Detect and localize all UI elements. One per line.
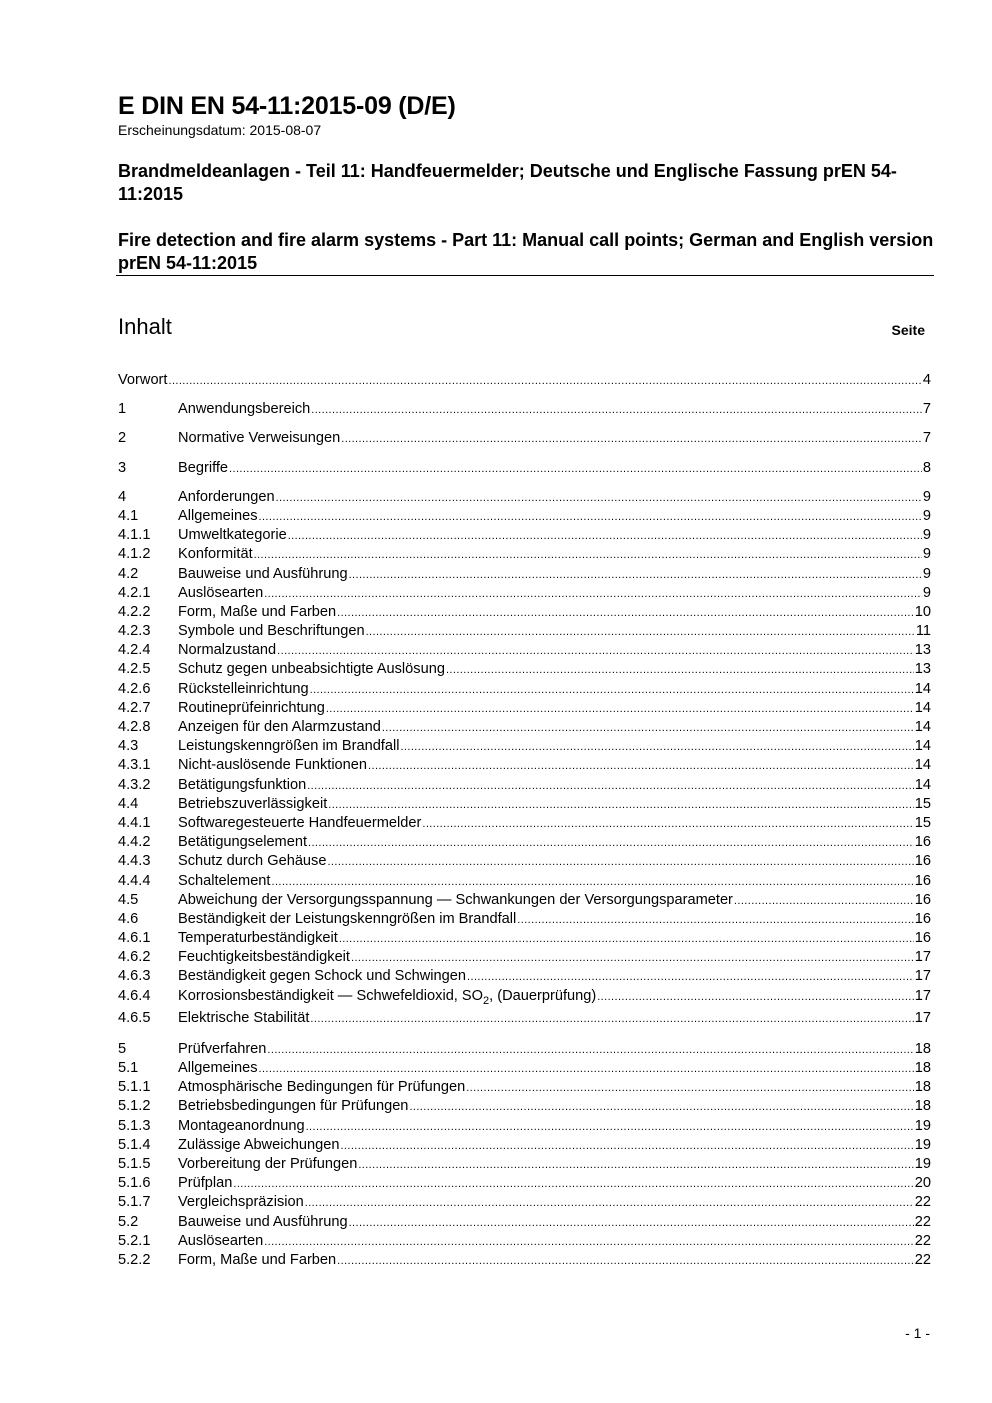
toc-entry-label: Routineprüfeinrichtung: [178, 699, 325, 716]
toc-leader-dots: [349, 1214, 914, 1232]
toc-entry-number: 3: [118, 459, 127, 476]
toc-entry-label: Prüfverfahren: [178, 1040, 267, 1057]
toc-leader-dots: [168, 372, 921, 390]
toc-entry-label: Allgemeines: [178, 1060, 258, 1076]
toc-entry-label: Abweichung der Versorgungsspannung — Schwankungen der Versorgungsparameter: [178, 891, 733, 908]
toc-entry[interactable]: [118, 1136, 931, 1155]
toc-entry-label: Betätigungsfunktion: [178, 776, 307, 793]
toc-entry-page: 9: [922, 584, 931, 601]
toc-entry-page: 9: [922, 488, 931, 505]
toc-leader-dots: [340, 1137, 913, 1155]
toc-leader-dots: [382, 719, 914, 737]
toc-entry-label-subscript: 2: [483, 994, 490, 1006]
toc-entry-page: 16: [914, 872, 931, 889]
toc-entry-number: 4.4.3: [118, 853, 151, 870]
document-id: E DIN EN 54-11:2015-09 (D/E): [118, 92, 456, 120]
toc-entry-page: 9: [922, 546, 931, 563]
toc-entry-page: 8: [922, 459, 931, 476]
toc-entry-page: 22: [914, 1232, 931, 1249]
toc-entry-page: 18: [914, 1079, 931, 1096]
toc-leader-dots: [734, 892, 914, 910]
toc-entry-label: Schutz gegen unbeabsichtigte Auslösung: [178, 661, 445, 678]
toc-entry-number: 4.2.2: [118, 603, 151, 620]
toc-leader-dots: [310, 681, 914, 699]
toc-entry-number: 4.2.8: [118, 719, 151, 735]
toc-entry-page: 17: [914, 987, 931, 1004]
toc-entry-label: Symbole und Beschriftungen: [178, 623, 365, 640]
toc-entry-page: 14: [914, 757, 931, 774]
toc-entry[interactable]: [118, 1232, 931, 1251]
toc-leader-dots: [341, 430, 922, 448]
toc-entry[interactable]: [118, 680, 931, 699]
toc-entry-number: 5.1.5: [118, 1155, 151, 1172]
toc-leader-dots: [517, 911, 913, 929]
toc-entry-number: 5.1: [118, 1060, 139, 1076]
toc-entry-label: Softwaregesteuerte Handfeuermelder: [178, 814, 422, 831]
toc-entry-page: 19: [914, 1155, 931, 1172]
toc-entry-page: 14: [914, 738, 931, 755]
toc-heading: Inhalt: [118, 314, 172, 339]
toc-entry[interactable]: [118, 1006, 931, 1030]
toc-entry-page: 9: [922, 565, 931, 582]
toc-entry-number: 4.3.1: [118, 757, 151, 774]
toc-leader-dots: [229, 460, 922, 478]
toc-entry-number: 4.4.2: [118, 834, 151, 851]
toc-entry-label: Umweltkategorie: [178, 527, 287, 544]
toc-entry-page: 13: [914, 661, 931, 678]
toc-entry-number: 5.2.2: [118, 1251, 151, 1268]
toc-entry-number: 4.6.3: [118, 968, 151, 985]
toc-entry-label-suffix: , (Dauerprüfung): [489, 987, 597, 1004]
toc-entry[interactable]: [118, 429, 931, 448]
toc-entry-number: 1: [118, 401, 127, 418]
toc-leader-dots: [327, 853, 913, 871]
toc-entry[interactable]: [118, 1193, 931, 1212]
toc-entry-label: Normalzustand: [178, 642, 277, 659]
toc-entry-number: 4.4: [118, 795, 139, 812]
toc-entry[interactable]: [118, 459, 931, 478]
toc-entry-number: 5.1.4: [118, 1136, 151, 1153]
toc-entry-label: Allgemeines: [178, 507, 258, 524]
toc-entry-page: 18: [914, 1098, 931, 1115]
toc-entry-label: Schaltelement: [178, 872, 271, 889]
toc-entry-page: 13: [914, 642, 931, 659]
toc-leader-dots: [267, 1041, 913, 1059]
toc-leader-dots: [311, 401, 922, 419]
toc-entry-number: 4.5: [118, 891, 139, 908]
toc-entry-label: Montageanordnung: [178, 1117, 305, 1134]
toc-entry-label: Bauweise und Ausführung: [178, 565, 348, 582]
toc-entry[interactable]: [118, 660, 931, 679]
toc-entry[interactable]: [118, 795, 931, 814]
toc-entry-number: 5.1.1: [118, 1079, 151, 1096]
toc-entry-label: Vergleichspräzision: [178, 1194, 304, 1211]
toc-leader-dots: [422, 815, 913, 833]
toc-entry[interactable]: [118, 891, 931, 910]
toc-entry-page: 22: [914, 1213, 931, 1230]
toc-entry[interactable]: [118, 1078, 931, 1097]
toc-entry-page: 22: [914, 1251, 931, 1268]
toc-entry[interactable]: [118, 1213, 931, 1232]
toc-entry-label: Anwendungsbereich: [178, 401, 311, 418]
toc-entry[interactable]: [118, 1174, 931, 1193]
toc-entry[interactable]: [118, 1251, 931, 1270]
toc-entry-number: 4.6: [118, 910, 139, 927]
toc-entry-page: 10: [914, 603, 931, 620]
toc-entry[interactable]: [118, 507, 931, 526]
toc-entry[interactable]: [118, 545, 931, 564]
toc-entry-number: 4.3.2: [118, 776, 151, 793]
toc-entry[interactable]: [118, 910, 931, 929]
toc-entry[interactable]: [118, 526, 931, 545]
toc-entry-label: Beständigkeit der Leistungskenngrößen im Brandfall: [178, 910, 517, 927]
toc-entry-label: Normative Verweisungen: [178, 430, 341, 447]
toc-leader-dots: [337, 604, 914, 622]
toc-entry-label: Temperaturbeständigkeit: [178, 930, 338, 947]
toc-leader-dots: [259, 508, 922, 526]
toc-entry-page: 7: [922, 401, 931, 418]
toc-entry[interactable]: [118, 987, 931, 1006]
toc-entry-number: 4.6.5: [118, 1009, 151, 1026]
toc-leader-dots: [351, 949, 914, 967]
toc-entry[interactable]: [118, 852, 931, 871]
toc-entry-number: 4.6.4: [118, 987, 151, 1004]
toc-entry-number: 4.2.1: [118, 584, 151, 601]
toc-entry-label: [178, 987, 596, 1006]
toc-entry[interactable]: [118, 1117, 931, 1136]
toc-entry-label: Anzeigen für den Alarmzustand: [178, 719, 381, 735]
toc-entry-page: 16: [914, 930, 931, 947]
toc-entry-label: Elektrische Stabilität: [178, 1009, 310, 1026]
toc-leader-dots: [349, 566, 922, 584]
toc-leader-dots: [326, 700, 914, 718]
toc-entry-page: 14: [914, 719, 931, 735]
toc-leader-dots: [264, 1233, 914, 1251]
toc-entry-page: 20: [914, 1175, 931, 1192]
toc-entry[interactable]: [118, 641, 931, 660]
toc-entry-label: Atmosphärische Bedingungen für Prüfungen: [178, 1079, 466, 1096]
toc-leader-dots: [328, 796, 914, 814]
toc-leader-dots: [288, 527, 922, 545]
toc-entry[interactable]: [118, 776, 931, 795]
toc-entry-page: 19: [914, 1117, 931, 1134]
publication-date: Erscheinungsdatum: 2015-08-07: [118, 122, 322, 138]
toc-leader-dots: [233, 1175, 913, 1193]
toc-entry-page: 9: [922, 507, 931, 524]
toc-entry-number: 4.2.7: [118, 699, 151, 716]
toc-entry-page: 17: [914, 968, 931, 985]
toc-entry-label: Vorwort: [118, 372, 168, 388]
toc-entry-page: 9: [922, 527, 931, 544]
header-divider: [116, 275, 934, 276]
toc-leader-dots: [271, 873, 913, 891]
toc-entry-number: 5.1.2: [118, 1098, 151, 1115]
toc-entry-page: 7: [922, 430, 931, 447]
toc-leader-dots: [308, 834, 914, 852]
toc-entry-label: Betriebszuverlässigkeit: [178, 795, 328, 812]
toc-entry-number: 2: [118, 430, 127, 447]
toc-entry-label: Form, Maße und Farben: [178, 1251, 337, 1268]
toc-entry-number: 5.1.6: [118, 1175, 151, 1192]
toc-leader-dots: [305, 1194, 914, 1212]
toc-entry[interactable]: [118, 584, 931, 603]
toc-leader-dots: [337, 1252, 914, 1270]
toc-entry-number: 4.2.5: [118, 661, 151, 678]
toc-entry-page: 4: [922, 372, 931, 388]
toc-entry[interactable]: [118, 1040, 931, 1059]
toc-entry-number: 5: [118, 1040, 127, 1057]
toc-entry[interactable]: [118, 872, 931, 891]
toc-entry-number: 4: [118, 488, 127, 505]
toc-leader-dots: [597, 988, 914, 1006]
title-german: Brandmeldeanlagen - Teil 11: Handfeuermelder; Deutsche und Englische Fassung prEN 54-11:2015: [118, 161, 897, 204]
toc-entry-page: 15: [914, 795, 931, 812]
toc-entry-number: 5.2: [118, 1213, 139, 1230]
toc-entry-number: 5.1.3: [118, 1117, 151, 1134]
toc-leader-dots: [276, 489, 922, 507]
toc-entry[interactable]: [118, 565, 931, 584]
toc-entry[interactable]: [118, 929, 931, 948]
toc-entry[interactable]: [118, 400, 931, 419]
page-number: - 1 -: [905, 1325, 930, 1341]
toc-entry-label: Prüfplan: [178, 1175, 233, 1192]
toc-entry-page: 16: [914, 891, 931, 908]
toc-entry-label: Auslösearten: [178, 584, 264, 601]
toc-entry-number: 4.4.1: [118, 814, 151, 831]
toc-entry-number: 5.2.1: [118, 1232, 151, 1249]
toc-leader-dots: [339, 930, 914, 948]
toc-leader-dots: [400, 738, 913, 756]
toc-entry-number: 4.2: [118, 565, 139, 582]
toc-leader-dots: [254, 546, 922, 564]
toc-entry-label: Zulässige Abweichungen: [178, 1136, 340, 1153]
toc-leader-dots: [446, 661, 914, 679]
toc-entry-label: Schutz durch Gehäuse: [178, 853, 327, 870]
toc-entry-page: 16: [914, 910, 931, 927]
toc-entry-page: 16: [914, 853, 931, 870]
toc-entry-label: Nicht-auslösende Funktionen: [178, 757, 368, 774]
toc-entry[interactable]: [118, 814, 931, 833]
toc-entry-page: 17: [914, 1009, 931, 1026]
toc-entry[interactable]: [118, 622, 931, 641]
toc-entry[interactable]: [118, 756, 931, 775]
toc-entry[interactable]: [118, 833, 931, 852]
toc-entry-label: Auslösearten: [178, 1232, 264, 1249]
toc-entry[interactable]: [118, 737, 931, 756]
toc-entry-number: 4.6.1: [118, 930, 151, 947]
toc-entry-label: Vorbereitung der Prüfungen: [178, 1155, 358, 1172]
toc-entry-number: 4.2.6: [118, 680, 151, 697]
toc-entry-page: 19: [914, 1136, 931, 1153]
toc-entry-label: Begriffe: [178, 459, 229, 476]
toc-entry-number: 4.2.3: [118, 623, 151, 640]
toc-entry-number: 4.6.2: [118, 949, 151, 966]
toc-leader-dots: [366, 623, 915, 641]
toc-entry-number: 5.1.7: [118, 1194, 151, 1211]
toc-entry[interactable]: [118, 603, 931, 622]
toc-entry-number: 4.1: [118, 507, 139, 524]
page-column-label: Seite: [891, 322, 925, 338]
toc-leader-dots: [358, 1156, 913, 1174]
toc-entry-page: 14: [914, 776, 931, 793]
toc-entry-number: 4.4.4: [118, 872, 151, 889]
toc-entry-label: Bauweise und Ausführung: [178, 1213, 348, 1230]
toc-leader-dots: [307, 777, 914, 795]
toc-entry-number: 4.1.1: [118, 527, 151, 544]
toc-entry-label: Form, Maße und Farben: [178, 603, 337, 620]
toc-entry-label: Anforderungen: [178, 488, 275, 505]
toc-entry-page: 22: [914, 1194, 931, 1211]
toc-entry-page: 16: [914, 834, 931, 851]
table-of-contents: [118, 371, 931, 1270]
toc-leader-dots: [409, 1098, 913, 1116]
toc-entry[interactable]: [118, 699, 931, 718]
toc-entry-label: Konformität: [178, 546, 253, 563]
toc-entry-label: Feuchtigkeitsbeständigkeit: [178, 949, 350, 966]
toc-entry-page: 18: [914, 1040, 931, 1057]
toc-entry[interactable]: [118, 718, 931, 737]
toc-leader-dots: [277, 642, 914, 660]
toc-entry[interactable]: [118, 967, 931, 986]
toc-entry-number: 4.2.4: [118, 642, 151, 659]
toc-entry-page: 11: [915, 623, 931, 640]
toc-leader-dots: [264, 585, 922, 603]
toc-entry-page: 14: [914, 680, 931, 697]
toc-entry-number: 4.3: [118, 738, 139, 755]
toc-entry-number: 4.1.2: [118, 546, 151, 563]
toc-entry[interactable]: [118, 948, 931, 967]
toc-entry-label-main: Korrosionsbeständigkeit — Schwefeldioxid, SO: [178, 987, 484, 1004]
toc-entry-label: Rückstelleinrichtung: [178, 680, 309, 697]
toc-entry-label: Beständigkeit gegen Schock und Schwingen: [178, 968, 467, 985]
toc-entry-page: 14: [914, 699, 931, 716]
toc-leader-dots: [259, 1060, 914, 1078]
toc-entry[interactable]: [118, 1059, 931, 1078]
toc-leader-dots: [467, 968, 914, 986]
toc-entry-label: Betriebsbedingungen für Prüfungen: [178, 1098, 409, 1115]
toc-leader-dots: [306, 1118, 914, 1136]
toc-entry[interactable]: [118, 488, 931, 507]
toc-entry-label: Leistungskenngrößen im Brandfall: [178, 738, 400, 755]
toc-entry[interactable]: [118, 371, 931, 390]
toc-entry-label: Betätigungselement: [178, 834, 307, 851]
toc-leader-dots: [368, 757, 914, 775]
toc-entry-page: 17: [914, 949, 931, 966]
title-english: Fire detection and fire alarm systems - Part 11: Manual call points; German and English version prEN 54-11:2015: [118, 230, 934, 273]
toc-entry[interactable]: [118, 1155, 931, 1174]
toc-entry-page: 18: [914, 1060, 931, 1076]
toc-entry[interactable]: [118, 1097, 931, 1116]
toc-leader-dots: [466, 1079, 914, 1097]
toc-leader-dots: [310, 1007, 913, 1030]
toc-entry-page: 15: [914, 814, 931, 831]
